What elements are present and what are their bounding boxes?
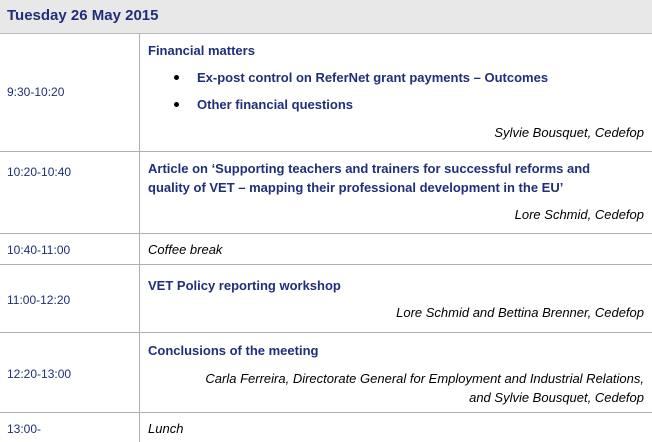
session-title-line2: quality of VET – mapping their professional development in the EU’ (148, 180, 564, 195)
session-time: 10:40-11:00 (7, 243, 71, 257)
bullet-icon (174, 75, 179, 80)
agenda-row (0, 34, 652, 152)
bullet-item (174, 70, 548, 85)
session-time: 12:20-13:00 (7, 367, 72, 381)
bullet-text: Other financial questions (197, 97, 354, 112)
session-time: 9:30-10:20 (7, 85, 65, 99)
session-speaker: Sylvie Bousquet, Cedefop (494, 125, 644, 140)
bullet-icon (174, 102, 179, 107)
agenda-row (0, 333, 652, 413)
session-time: 10:20-10:40 (7, 165, 72, 179)
session-title: VET Policy reporting workshop (148, 278, 341, 293)
session-time: 13:00- (7, 422, 42, 436)
session-speaker-line2: and Sylvie Bousquet, Cedefop (469, 390, 644, 405)
agenda-row (0, 234, 652, 265)
session-speaker-line1: Carla Ferreira, Directorate General for Employment and Industrial Relations, (205, 371, 644, 386)
agenda-row (0, 265, 652, 333)
agenda-row (0, 413, 652, 442)
session-speaker: Lore Schmid, Cedefop (514, 207, 644, 222)
bullet-text: Ex-post control on ReferNet grant payments – Outcomes (197, 70, 549, 85)
agenda-day-header (0, 0, 652, 34)
session-title-line1: Article on ‘Supporting teachers and trainers for successful reforms and (148, 161, 591, 176)
session-text: Coffee break (148, 242, 223, 257)
session-title: Financial matters (148, 43, 255, 58)
agenda-date: Tuesday 26 May 2015 (7, 7, 159, 24)
column-divider (139, 34, 140, 442)
session-time: 11:00-12:20 (7, 293, 71, 307)
agenda-row (0, 152, 652, 234)
session-text: Lunch (148, 421, 184, 436)
session-title: Conclusions of the meeting (148, 343, 319, 358)
session-speaker: Lore Schmid and Bettina Brenner, Cedefop (396, 305, 644, 320)
bullet-item (174, 97, 353, 112)
